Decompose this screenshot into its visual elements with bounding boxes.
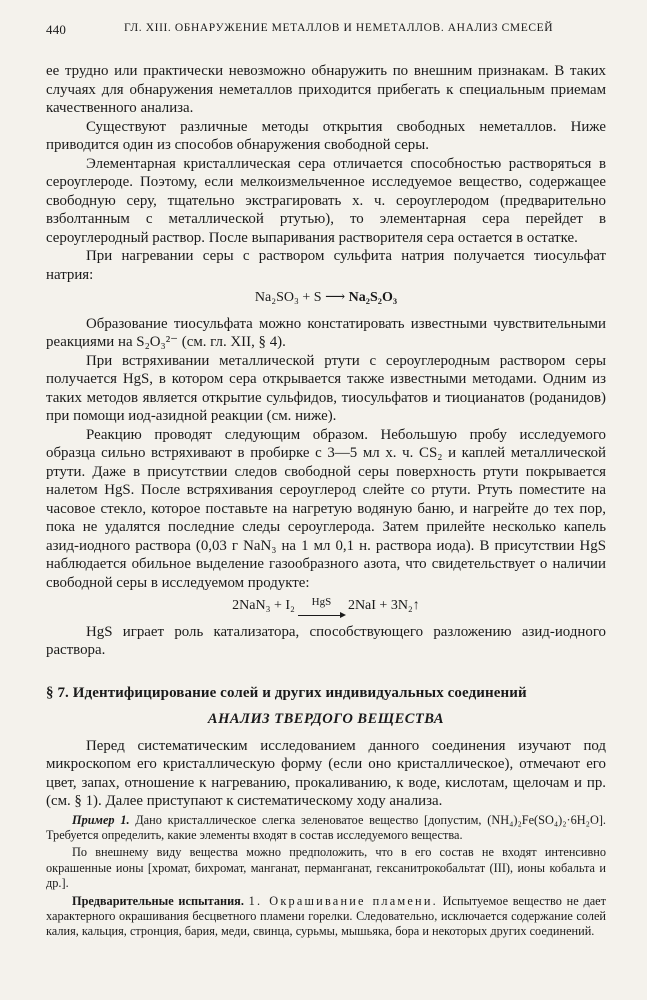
equation-right: Na₂S₂O₃	[348, 290, 398, 305]
paragraph: При встряхивании металлической ртути с сероуглеродным раствором серы получается HgS, в котором сера открывается также известными методами. Одним из таких методов является открытие сульфидов, тиосульфатов и тиоцианатов (роданидов) при помощи иод-азидной реакции (см. ниже).	[46, 352, 606, 424]
equation-right: 2NaI + 3N₂↑	[347, 598, 420, 613]
paragraph: Перед систематическим исследованием данного соединения изучают под микроскопом его кристаллическую форму (если оно кристаллическое), отмечают его цвет, запах, отношение к нагреванию, прокаливанию, к воде, кислотам, щелочам и пр. (см. § 1). Далее приступают к систематическому ходу анализа.	[46, 737, 606, 809]
test-title: 1. Окрашивание пламени.	[248, 893, 438, 908]
paragraph: Реакцию проводят следующим образом. Небольшую пробу исследуемого образца сильно встряхивают в пробирке с 3—5 мл х. ч. CS₂ и каплей металлической ртути. Даже в присутствии следов свободной серы поверхность ртути покрывается налетом HgS. После встряхивания сероуглерод слейте со ртути. Ртуть поместите на часовое стекло, которое поставьте на нагретую водяную баню, и нагрейте до тех пор, пока не удалятся последние следы сероуглерода. Затем прилейте несколько капель азид-иодного раствора (0,03 г NaN₃ на 1 мл 0,1 н. раствора иода). В присутствии HgS наблюдается обильное выделение газообразного азота, что свидетельствует о наличии свободной серы в исследуемом продукте:	[46, 426, 606, 591]
section-heading: § 7. Идентифицирование солей и других индивидуальных соединений	[46, 684, 527, 701]
equation-azide-iodine	[46, 597, 606, 616]
equation-left: Na₂SO₃ + S	[254, 290, 322, 305]
example-text: Дано кристаллическое слегка зеленоватое вещество [допустим, (NH₄)₂Fe(SO₄)₂·6H₂O]. Требуется определить, какие элементы входят в состав исследуемого вещества.	[46, 812, 606, 842]
paragraph: Образование тиосульфата можно констатировать известными чувствительными реакциями на S₂O₃²⁻ (см. гл. XII, § 4).	[46, 315, 606, 350]
paragraph: При нагревании серы с раствором сульфита натрия получается тиосульфат натрия:	[46, 248, 606, 283]
page-number: 440	[46, 22, 67, 37]
equation-left: 2NaN₃ + I₂	[232, 598, 295, 613]
paragraph: Существуют различные методы открытия свободных неметаллов. Ниже приводится один из способов обнаружения свободной серы.	[46, 118, 606, 153]
equation-thiosulfate	[46, 289, 606, 308]
arrow-line	[298, 615, 344, 616]
example-paragraph	[46, 813, 606, 844]
example-label: Пример 1.	[72, 812, 130, 827]
example-block	[46, 813, 606, 940]
paragraph: HgS играет роль катализатора, способствующего разложению азид-иодного раствора.	[46, 623, 606, 658]
reaction-arrow: ⟶	[325, 290, 346, 305]
running-title: ГЛ. XIII. ОБНАРУЖЕНИЕ МЕТАЛЛОВ И НЕМЕТАЛЛОВ. АНАЛИЗ СМЕСЕЙ	[124, 22, 554, 34]
catalyst-label: HgS	[311, 595, 332, 608]
tests-label: Предварительные испытания.	[72, 893, 244, 908]
test-text: Испытуемое вещество не дает характерного окрашивания бесцветного пламени горелки. Следовательно, исключается содержание солей калия, кальция, стронция, бария, меди, свинца, сурьмы, мышьяка, бора и некоторых других соединений.	[46, 893, 607, 939]
subsection-heading: АНАЛИЗ ТВЕРДОГО ВЕЩЕСТВА	[207, 711, 445, 727]
example-paragraph: По внешнему виду вещества можно предположить, что в его состав не входят интенсивно окрашенные ионы [хромат, бихромат, манганат, перманганат, гексанитрокобальтат (III), ионы кобальта и др.].	[46, 845, 606, 891]
example-paragraph	[46, 894, 606, 940]
paragraph: Элементарная кристаллическая сера отличается способностью растворяться в сероуглероде. Поэтому, если мелкоизмельченное исследуемое вещество, содержащее свободную серу, тщательно экстрагировать х. ч. сероуглеродом (предварительно взболтанным с металлической ртутью), то элементарная сера перейдет в сероуглеродный раствор. После выпаривания растворителя сера остается в остатке.	[46, 155, 606, 246]
page-body	[46, 62, 606, 940]
catalyst-arrow	[298, 595, 344, 616]
paragraph: ее трудно или практически невозможно обнаружить по внешним признакам. В таких случаях для обнаружения неметаллов приходится прибегать к специальным приемам качественного анализа.	[46, 63, 606, 116]
